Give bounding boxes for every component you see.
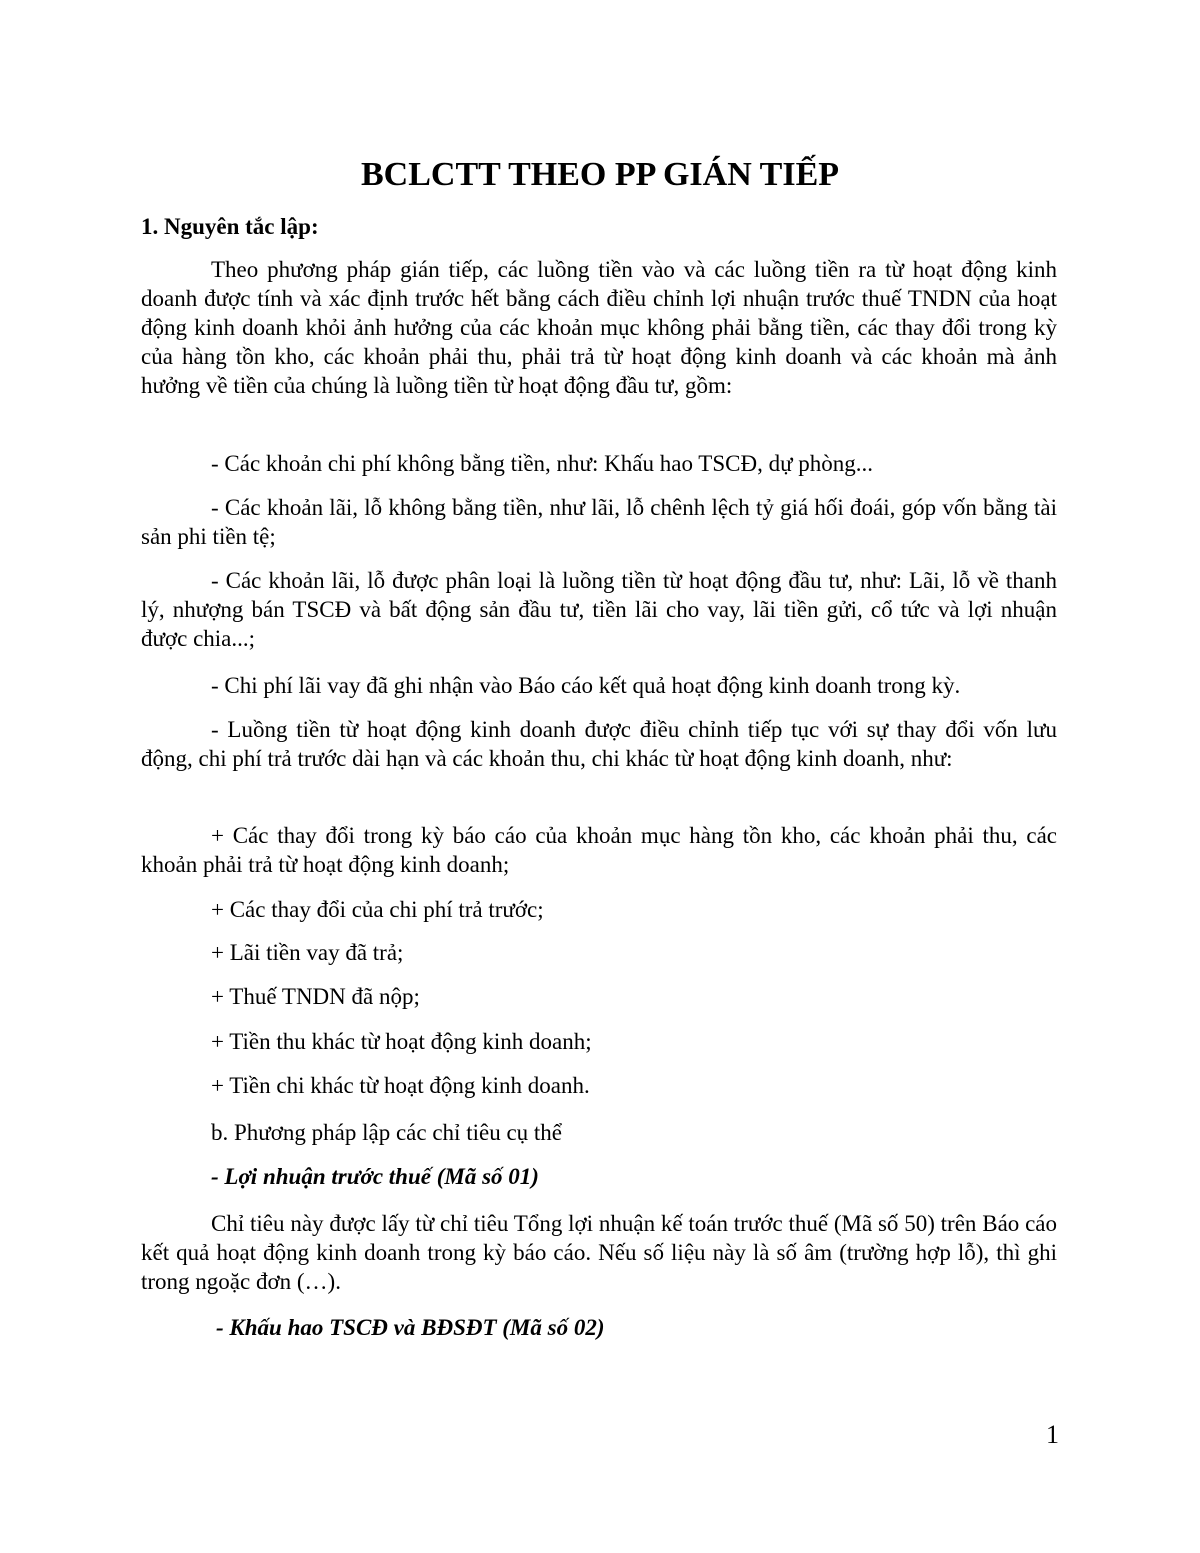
subsection-heading: b. Phương pháp lập các chỉ tiêu cụ thể — [211, 1120, 562, 1145]
dash-item: - Các khoản lãi, lỗ không bằng tiền, như lãi, lỗ chênh lệch tỷ giá hối đoái, góp vốn bằng tài sản phi tiền tệ; — [141, 495, 1057, 549]
plus-item: + Tiền thu khác từ hoạt động kinh doanh; — [211, 1029, 592, 1054]
page-number: 1 — [1046, 1420, 1059, 1449]
intro-paragraph: Theo phương pháp gián tiếp, các luồng tiền vào và các luồng tiền ra từ hoạt động kinh doanh được tính và xác định trước hết bằng cách điều chỉnh lợi nhuận trước thuế TNDN của hoạt động kinh doanh khỏi ảnh hưởng của các khoản mục không phải bằng tiền, các thay đổi trong kỳ của hàng tồn kho, các khoản phải thu, phải trả từ hoạt động kinh doanh và các khoản mà ảnh hưởng về tiền của chúng là luồng tiền từ hoạt động đầu tư, gồm: — [141, 257, 1057, 398]
plus-item: + Tiền chi khác từ hoạt động kinh doanh. — [211, 1073, 590, 1098]
item-01-body: Chỉ tiêu này được lấy từ chỉ tiêu Tổng lợi nhuận kế toán trước thuế (Mã số 50) trên Báo cáo kết quả hoạt động kinh doanh trong kỳ báo cáo. Nếu số liệu này là số âm (trường hợp lỗ), thì ghi trong ngoặc đơn (…). — [141, 1211, 1057, 1294]
dash-item: - Luồng tiền từ hoạt động kinh doanh được điều chỉnh tiếp tục với sự thay đổi vốn lưu động, chi phí trả trước dài hạn và các khoản thu, chi khác từ hoạt động kinh doanh, như: — [141, 717, 1057, 771]
dash-item: - Chi phí lãi vay đã ghi nhận vào Báo cáo kết quả hoạt động kinh doanh trong kỳ. — [211, 673, 961, 698]
item-01-heading: - Lợi nhuận trước thuế (Mã số 01) — [211, 1164, 539, 1189]
dash-item: - Các khoản chi phí không bằng tiền, như: Khấu hao TSCĐ, dự phòng... — [211, 451, 874, 476]
plus-item: + Thuế TNDN đã nộp; — [211, 984, 420, 1009]
page-title: BCLCTT THEO PP GIÁN TIẾP — [360, 156, 840, 193]
plus-item: + Các thay đổi trong kỳ báo cáo của khoản mục hàng tồn kho, các khoản phải thu, các khoản phải trả từ hoạt động kinh doanh; — [141, 823, 1057, 877]
section-heading: 1. Nguyên tắc lập: — [141, 214, 319, 239]
plus-item: + Lãi tiền vay đã trả; — [211, 940, 404, 965]
dash-item: - Các khoản lãi, lỗ được phân loại là luồng tiền từ hoạt động đầu tư, như: Lãi, lỗ về thanh lý, nhượng bán TSCĐ và bất động sản đầu tư, tiền lãi cho vay, lãi tiền gửi, cổ tức và lợi nhuận được chia...; — [141, 568, 1057, 651]
item-02-heading: - Khấu hao TSCĐ và BĐSĐT (Mã số 02) — [216, 1315, 605, 1340]
plus-item: + Các thay đổi của chi phí trả trước; — [211, 897, 544, 922]
